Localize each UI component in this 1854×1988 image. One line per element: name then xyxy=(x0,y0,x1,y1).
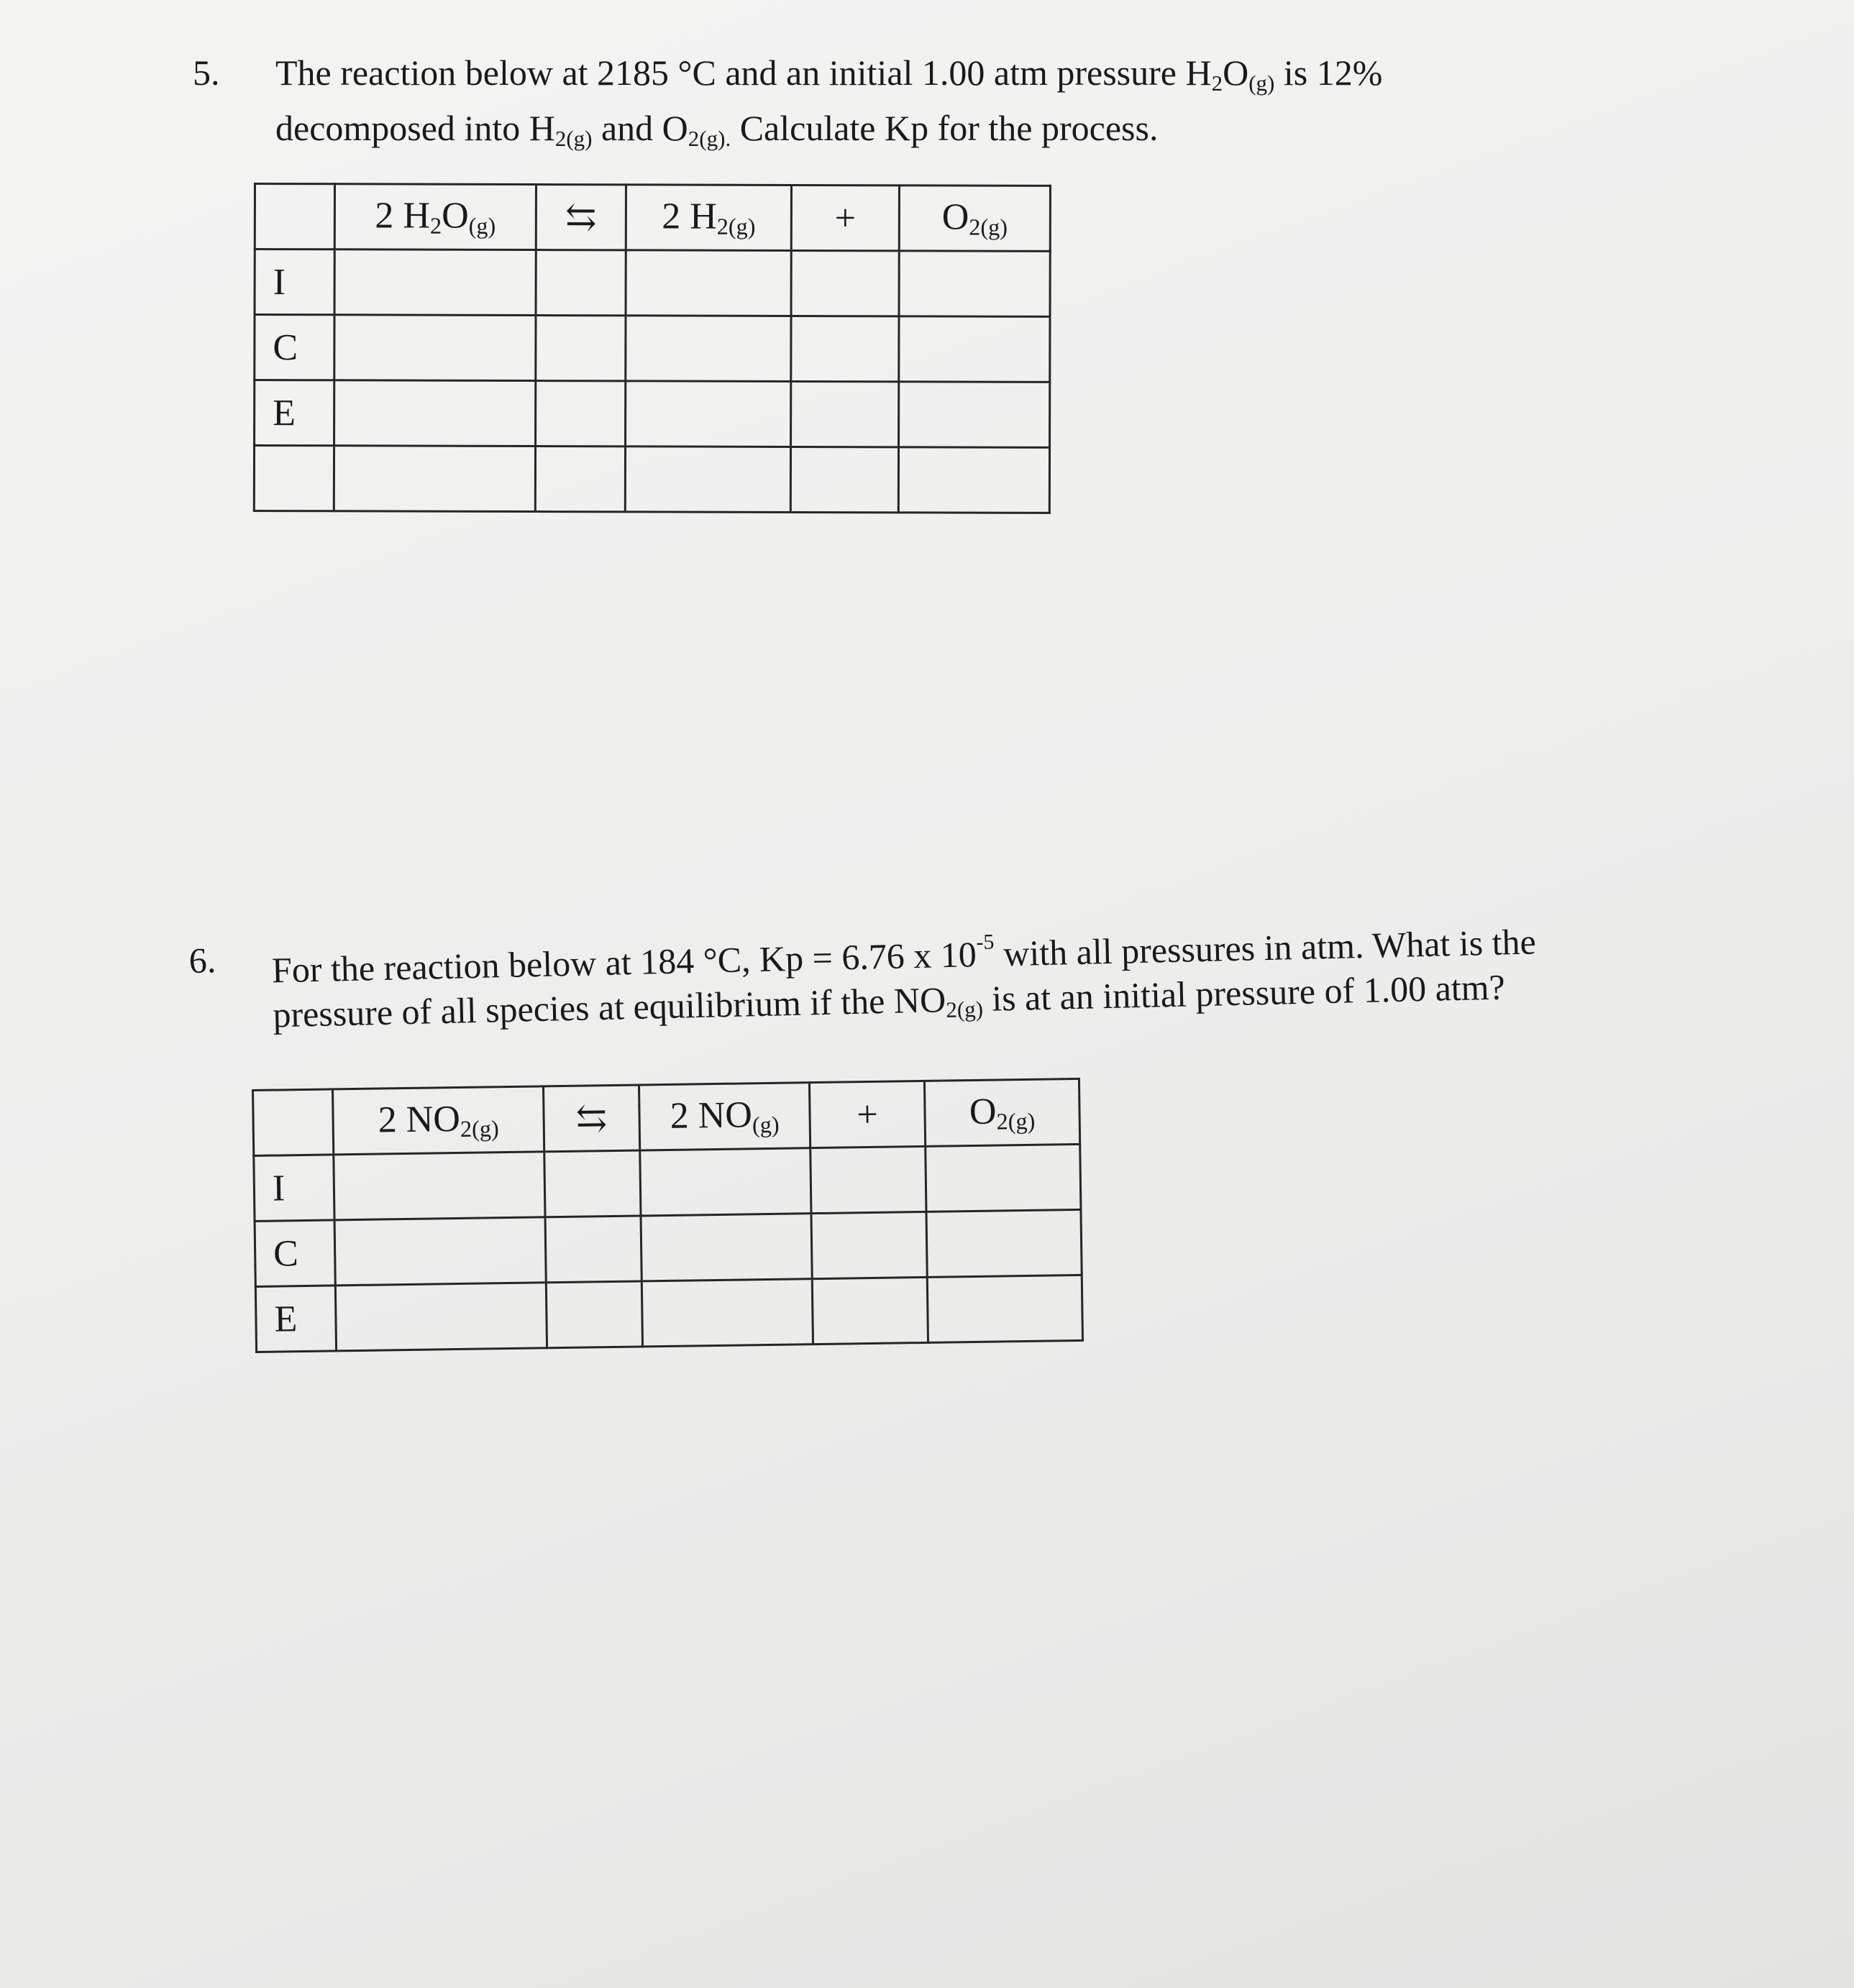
q5-l2-part-a: decomposed into H xyxy=(275,107,555,148)
reactant-header xyxy=(333,1086,544,1155)
reactant-sub: 2(g) xyxy=(460,1115,499,1142)
answer-cell[interactable] xyxy=(334,1152,545,1220)
answer-cell[interactable] xyxy=(626,250,791,316)
product-1-sub: (g) xyxy=(752,1111,780,1138)
answer-cell[interactable] xyxy=(535,446,625,512)
ice-row-initial xyxy=(255,249,1050,317)
product-2-header xyxy=(924,1078,1079,1146)
ice-row-equilibrium xyxy=(255,380,1050,448)
equilibrium-arrow-icon: ⇆ xyxy=(543,1085,639,1152)
product-2-element: O xyxy=(941,196,969,238)
q6-l1-sup: -5 xyxy=(976,930,995,955)
header-blank-cell xyxy=(255,184,334,249)
q5-l1-part-b: O xyxy=(1223,52,1249,93)
q6-l2-part-b: is at an initial pressure of 1.00 atm? xyxy=(982,966,1506,1019)
plus-sign: + xyxy=(791,185,899,250)
answer-cell[interactable] xyxy=(927,1275,1082,1342)
answer-cell[interactable] xyxy=(899,316,1050,383)
ice-row-equilibrium xyxy=(255,1275,1082,1352)
q5-l1-sub-2: (g) xyxy=(1248,70,1275,96)
product-1-coef: 2 H xyxy=(662,196,717,237)
answer-cell[interactable] xyxy=(335,1283,547,1351)
product-1-sub: 2(g) xyxy=(716,213,756,239)
answer-cell[interactable] xyxy=(899,382,1050,448)
product-1-header xyxy=(639,1083,810,1150)
answer-cell[interactable] xyxy=(334,249,536,316)
answer-cell[interactable] xyxy=(334,446,535,512)
answer-cell[interactable] xyxy=(334,380,536,446)
answer-cell[interactable] xyxy=(899,251,1050,317)
answer-cell[interactable] xyxy=(546,1281,642,1348)
reactant-element: O xyxy=(442,195,469,237)
question-6-number: 6. xyxy=(188,940,216,981)
row-label: C xyxy=(255,1220,335,1287)
product-2-sub: 2(g) xyxy=(996,1107,1036,1135)
answer-cell[interactable] xyxy=(926,1144,1081,1211)
answer-cell[interactable] xyxy=(334,1217,546,1286)
answer-cell[interactable] xyxy=(791,316,899,381)
row-label: I xyxy=(254,1155,334,1222)
answer-cell[interactable] xyxy=(926,1209,1082,1277)
answer-cell[interactable] xyxy=(790,446,898,512)
ice-table-q5-header xyxy=(255,184,1050,252)
product-2-element: O xyxy=(969,1091,997,1133)
q5-l1-sub-1: 2 xyxy=(1211,70,1223,96)
row-label xyxy=(254,446,334,511)
question-6 xyxy=(188,903,1737,1049)
answer-cell[interactable] xyxy=(545,1216,641,1283)
q5-l1-part-a: The reaction below at 2185 °C and an initial 1.00 atm pressure H xyxy=(275,52,1212,93)
answer-cell[interactable] xyxy=(626,381,791,447)
row-label: E xyxy=(255,1286,336,1352)
product-1-header xyxy=(626,185,791,251)
answer-cell[interactable] xyxy=(791,381,899,446)
answer-cell[interactable] xyxy=(640,1148,811,1216)
ice-row-change xyxy=(255,315,1050,383)
row-label: E xyxy=(255,380,334,446)
answer-cell[interactable] xyxy=(791,250,899,316)
question-5-text xyxy=(275,50,1631,161)
q5-l2-sub-2: 2(g). xyxy=(688,125,731,151)
answer-cell[interactable] xyxy=(334,315,536,381)
q6-l1-part-b: with all pressures in atm. What is the xyxy=(994,921,1537,974)
row-label: C xyxy=(255,315,334,380)
answer-cell[interactable] xyxy=(641,1279,813,1347)
question-5 xyxy=(193,50,1631,161)
reactant-header xyxy=(334,184,536,250)
q5-l1-part-c: is 12% xyxy=(1274,52,1383,93)
question-5-number: 5. xyxy=(193,52,220,93)
answer-cell[interactable] xyxy=(536,316,626,381)
q6-l2-sub: 2(g) xyxy=(945,996,984,1022)
answer-cell[interactable] xyxy=(812,1277,928,1344)
reactant-sub-1: 2 xyxy=(429,212,442,239)
answer-cell[interactable] xyxy=(625,446,790,513)
reactant-sub-2: (g) xyxy=(468,212,496,239)
question-5-line-2 xyxy=(275,106,1631,161)
q5-l2-part-b: and O xyxy=(592,107,688,148)
q5-l2-part-c: Calculate Kp for the process. xyxy=(731,107,1159,148)
product-1-coef: 2 NO xyxy=(670,1094,753,1137)
answer-cell[interactable] xyxy=(641,1214,812,1281)
plus-sign: + xyxy=(809,1081,925,1148)
header-blank-cell xyxy=(253,1089,334,1156)
answer-cell[interactable] xyxy=(811,1211,927,1278)
q6-l2-part-a: pressure of all species at equilibrium if the NO xyxy=(272,979,946,1035)
answer-cell[interactable] xyxy=(536,381,626,446)
answer-cell[interactable] xyxy=(536,250,626,316)
ice-row-initial xyxy=(254,1144,1081,1221)
reactant-coef: 2 NO xyxy=(378,1098,461,1141)
answer-cell[interactable] xyxy=(810,1146,926,1213)
q5-l2-sub-1: 2(g) xyxy=(554,125,593,151)
ice-table-q5 xyxy=(253,183,1051,514)
answer-cell[interactable] xyxy=(898,447,1049,513)
question-5-line-1 xyxy=(275,50,1631,106)
q6-l1-part-a: For the reaction below at 184 °C, Kp = 6.76 x 10 xyxy=(271,934,977,991)
row-label: I xyxy=(255,249,334,315)
answer-cell[interactable] xyxy=(544,1150,641,1217)
ice-row-change xyxy=(255,1209,1082,1286)
ice-row-extra xyxy=(254,446,1049,513)
ice-table-q6 xyxy=(252,1078,1084,1353)
reactant-coef: 2 H xyxy=(375,195,431,237)
product-2-header xyxy=(899,185,1050,252)
ice-table-q6-header xyxy=(253,1078,1080,1155)
question-6-text xyxy=(271,903,1737,1048)
answer-cell[interactable] xyxy=(626,316,791,382)
product-2-sub: 2(g) xyxy=(969,214,1008,240)
equilibrium-arrow-icon: ⇆ xyxy=(536,185,626,250)
